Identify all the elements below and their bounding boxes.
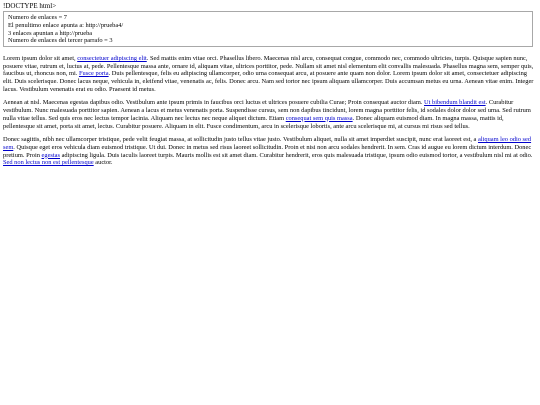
text-run: Aenean at nisl. Maecenas egestas dapibus odio. Vestibulum ante ipsum primis in faucibus orci luctus et ultrices posuere cubilia Curae; Proin consequat auctor diam. [3,99,425,107]
text-run: Donec sagittis, nibh nec ullamcorper tristique, pede velit feugiat massa, at sollicitudin justo tellus vitae justo. Vestibulum aliquet, nulla sit amet imperdiet suscipit, nunc erat laoreet est, a [3,136,478,144]
text-run: Lorem ipsum dolor sit amet, [3,55,78,62]
text-run: . Sed mattis enim vitae orci. Phasellus libero. Maecenas nisl arcu, consequat congue, commodo nec, commodo ultricies, turpis. Quisque sapien nunc, posuere vitae, rutrum et, luctus at, pede. Pellentesque massa ante, ornare id, aliquam vitae, ultrices porttitor, pede. Nullam sit amet nisl elementum elit convallis malesuada. Phasellus magna sem, semper quis, faucibus ut, rhoncus non, mi. [3,55,534,78]
text-run: adipiscing ligula. Duis iaculis laoreet turpis. Mauris mollis est sit amet diam. Curabitur hendrerit, eros quis malesuada tristique, ipsum odio euismod tortor, a vestibulum nisl mi at odio. [60,151,533,159]
link-consectetuer[interactable]: consectetuer adipiscing elit [77,55,147,62]
paragraph-2 [3,99,535,130]
output-line: El penultimo enlace apunta a: http://prueba4/ [8,21,124,29]
paragraph-3 [3,136,535,167]
link-fusce-porta[interactable]: Fusce porta [78,70,109,78]
link-consequat-sem[interactable]: consequat sem quis massa [285,114,353,122]
paragraph-1 [3,55,535,93]
link-aliquam-leo[interactable]: aliquam leo odio sed sem [3,136,532,151]
output-line: Numero de enlaces del tercer parrafo = 3 [8,37,113,45]
link-sed-non-lectus[interactable]: Sed non lectus non est pellentesque [3,159,94,167]
text-run: . Duis pellentesque, felis eu adipiscing ullamcorper, odio urna consequat arcu, at posuere ante quam non dolor. Lorem ipsum dolor sit amet, consectetuer adipiscing elit. Duis scelerisque. Donec lacus neque, vehicula in, eleifend vitae, venenatis ac, felis. Donec arcu. Nam sed tortor nec ipsum aliquam ullamcorper. Duis accumsan metus eu urna. Aenean vitae enim. Integer lacus. Vestibulum venenatis erat eu odio. Praesent id metus. [3,70,534,93]
doctype-text: !DOCTYPE html> [3,2,57,10]
output-line: 3 enlaces apuntan a http://prueba [8,29,93,37]
output-line: Numero de enlaces = 7 [8,14,67,21]
output-box [3,11,533,47]
text-run: . Quisque eget eros vehicula diam euismod tristique. Ut dui. Donec in metus sed risus laoreet sollicitudin. Proin et nisi non arcu sodales hendrerit. In sem. Cras id augue eu lorem dictum interdum. Donec pretium. Proin [3,143,532,159]
link-ut-bibendum[interactable]: Ut bibendum blandit est [424,99,486,107]
text-run: . Donec aliquam euismod diam. In magna massa, mattis id, pellentesque sit amet, porta sit amet, lectus. Curabitur posuere. Aliquam in elit. Fusce condimentum, arcu in scelerisque lobortis, ante arcu scelerisque mi, at cursus mi risus sed tellus. [3,114,504,130]
article-body [3,55,535,173]
text-run: . Curabitur vestibulum. Nunc malesuada porttitor sapien. Aenean a lacus et metus venenatis porta. Suspendisse cursus, sem non dapibus tincidunt, lorem magna porttitor felis, id sodales dolor dolor sed urna. Sed rutrum nulla vitae tellus. Sed quis eros nec lectus tempor lacinia. Aliquam nec lectus nec neque aliquet dictum. Etiam [3,99,531,122]
text-run: auctor. [93,159,113,167]
link-egestas[interactable]: egestas [41,151,60,159]
